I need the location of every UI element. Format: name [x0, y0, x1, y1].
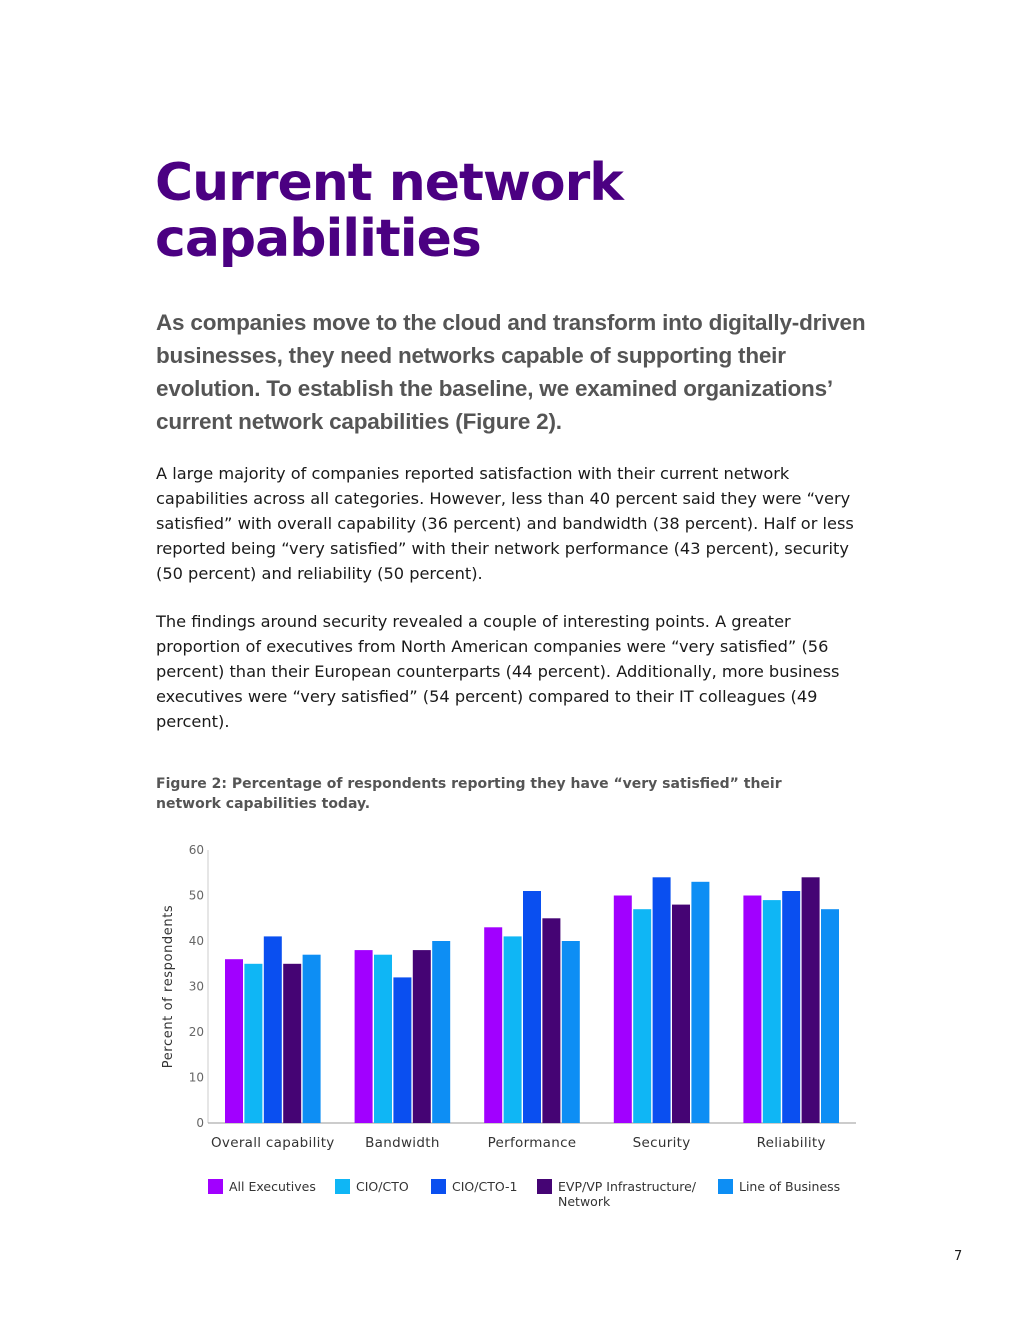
bar-4-0 [743, 896, 761, 1124]
x-category-label: Performance [487, 1135, 577, 1151]
bar-2-3 [542, 918, 560, 1123]
bar-3-2 [653, 877, 671, 1123]
bar-0-2 [264, 936, 282, 1123]
page-number: 7 [954, 1249, 963, 1264]
legend-swatch [718, 1179, 733, 1194]
x-category-label: Reliability [756, 1135, 826, 1151]
bar-1-1 [374, 955, 392, 1123]
x-category-label: Security [632, 1135, 691, 1151]
y-tick-label: 20 [188, 1025, 204, 1039]
chart-legend [208, 1179, 868, 1219]
bar-2-2 [523, 891, 541, 1123]
body-paragraph-2: The findings around security revealed a couple of interesting points. A greater proportion of executives from North American companies were “very satisfied” (56 percent) than their European counterparts (44 percent). Additionally, more business executives were “very satisfied” (54 percent) compared to their IT colleagues (49 percent). [156, 612, 840, 731]
legend-label: EVP/VP Infrastructure/ Network [558, 1179, 697, 1209]
y-tick-label: 10 [188, 1070, 204, 1085]
bar-4-3 [802, 877, 820, 1123]
y-tick-label: 60 [188, 843, 204, 857]
bar-3-4 [691, 882, 709, 1123]
legend-label: CIO/CTO-1 [452, 1179, 518, 1194]
legend-item [335, 1179, 425, 1194]
legend-label: CIO/CTO [356, 1179, 409, 1194]
bar-4-2 [782, 891, 800, 1123]
bar-1-2 [393, 977, 411, 1123]
bar-4-4 [821, 909, 839, 1123]
legend-label: Line of Business [739, 1179, 841, 1194]
bar-0-3 [283, 964, 301, 1123]
x-category-label: Bandwidth [365, 1135, 440, 1151]
y-axis-title: Percent of respondents [161, 904, 176, 1069]
legend-swatch [537, 1179, 552, 1194]
body-paragraph-1: A large majority of companies reported satisfaction with their current network capabilities across all categories. However, less than 40 percent said they were “very satisfied” with overall capability (36 percent) and bandwidth (38 percent). Half or less reported being “very satisfied” with their network performance (43 percent), security (50 percent) and reliability (50 percent). [156, 464, 854, 583]
bar-4-1 [763, 900, 781, 1123]
bar-2-4 [562, 941, 580, 1123]
legend-label: All Executives [229, 1179, 316, 1194]
legend-item [208, 1179, 328, 1194]
bar-1-3 [413, 950, 431, 1123]
y-tick-label: 40 [188, 934, 204, 948]
bar-2-0 [484, 927, 502, 1123]
x-category-label: Overall capability [211, 1135, 335, 1151]
legend-item [431, 1179, 531, 1194]
bar-2-1 [504, 936, 522, 1123]
legend-item [718, 1179, 858, 1194]
bar-0-0 [225, 959, 243, 1123]
y-tick-label: 0 [196, 1116, 204, 1130]
legend-swatch [208, 1179, 223, 1194]
y-tick-label: 30 [188, 979, 204, 994]
legend-swatch [431, 1179, 446, 1194]
bar-3-0 [614, 896, 632, 1124]
bar-3-3 [672, 905, 690, 1123]
y-tick-label: 50 [188, 888, 204, 903]
lede-paragraph: As companies move to the cloud and transform into digitally-driven businesses, they need networks capable of supporting their evolution. To establish the baseline, we examined organizations’ current network capabilities (Figure 2). [156, 310, 866, 434]
legend-item [537, 1179, 707, 1209]
bar-3-1 [633, 909, 651, 1123]
page-title: Current network capabilities [155, 153, 623, 269]
figure-caption: Figure 2: Percentage of respondents reporting they have “very satisfied” their network capabilities today. [156, 776, 782, 812]
legend-swatch [335, 1179, 350, 1194]
bar-1-0 [355, 950, 373, 1123]
bar-0-1 [244, 964, 262, 1123]
bar-0-4 [303, 955, 321, 1123]
bar-1-4 [432, 941, 450, 1123]
bar-chart [150, 840, 870, 1160]
